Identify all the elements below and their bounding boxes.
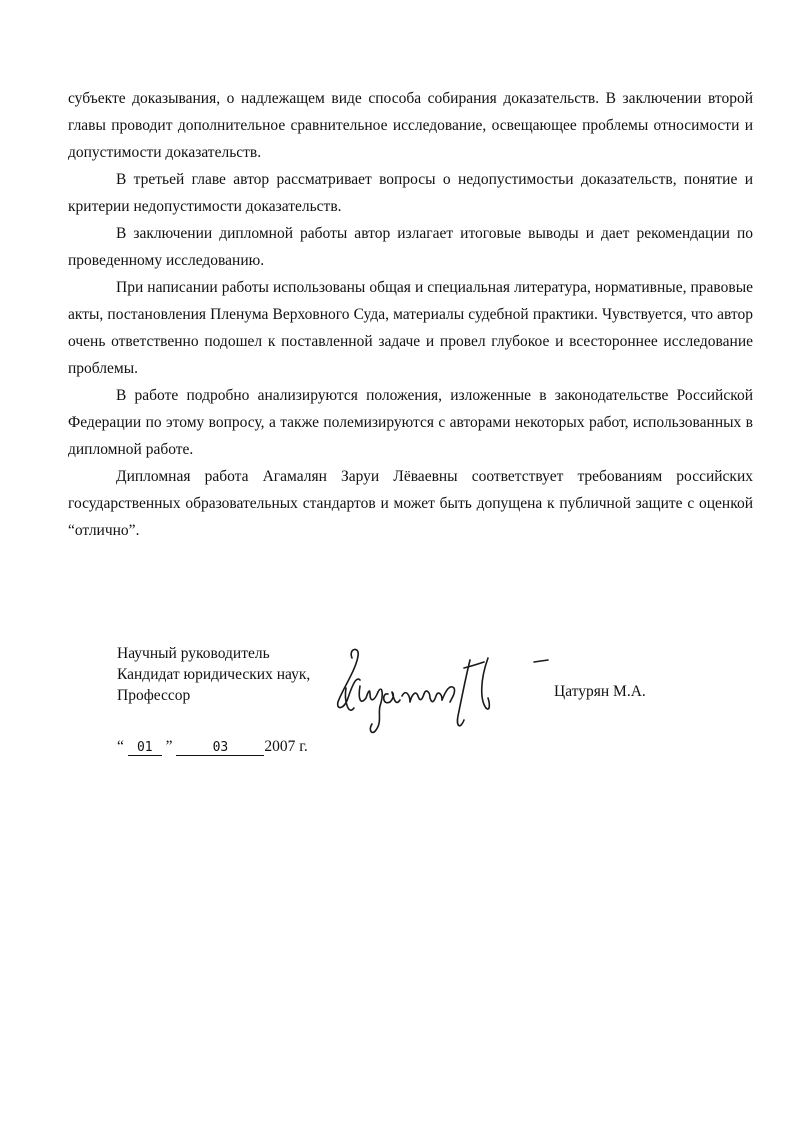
paragraph-1: субъекте доказывания, о надлежащем виде способа собирания доказательств. В заключении второй главы проводит дополнительное сравнительное исследование, освещающее проблемы относимости и допустимости доказательств. [68,90,753,161]
signatory-title: Профессор [117,687,191,704]
signatory-role: Научный руководитель [117,645,270,662]
review-body [68,85,753,544]
paragraph-4: При написании работы использованы общая и специальная литература, нормативные, правовые акты, постановления Пленума Верховного Суда, материалы судебной практики. Чувствуется, что автор очень ответственно подошел к поставленной задаче и провел глубокое и всестороннее исследование проблемы. [68,279,753,377]
signatory-degree: Кандидат юридических наук, [117,666,311,683]
signature-date [117,738,308,756]
date-year: 2007 г. [264,738,308,755]
signatory-block [117,643,310,706]
date-open-quote: “ [117,738,124,755]
paragraph-5: В работе подробно анализируются положения, изложенные в законодательстве Российской Федерации по этому вопросу, а также полемизируются с авторами некоторых работ, использованных в дипломной работе. [68,387,753,458]
date-month: 03 [176,741,264,756]
paragraph-2: В третьей главе автор рассматривает вопросы о недопустимостьи доказательств, понятие и критерии недопустимости доказательств. [68,171,753,215]
date-close-quote: ” [165,738,173,755]
date-day: 01 [128,741,162,756]
paragraph-6: Дипломная работа Агамалян Заруи Лёваевны соответствует требованиям российских государственных образовательных стандартов и может быть допущена к публичной защите с оценкой “отлично”. [68,468,753,539]
paragraph-3: В заключении дипломной работы автор излагает итоговые выводы и дает рекомендации по проведенному исследованию. [68,225,753,269]
handwritten-signature [330,640,555,745]
signatory-name: Цатурян М.А. [554,683,646,700]
